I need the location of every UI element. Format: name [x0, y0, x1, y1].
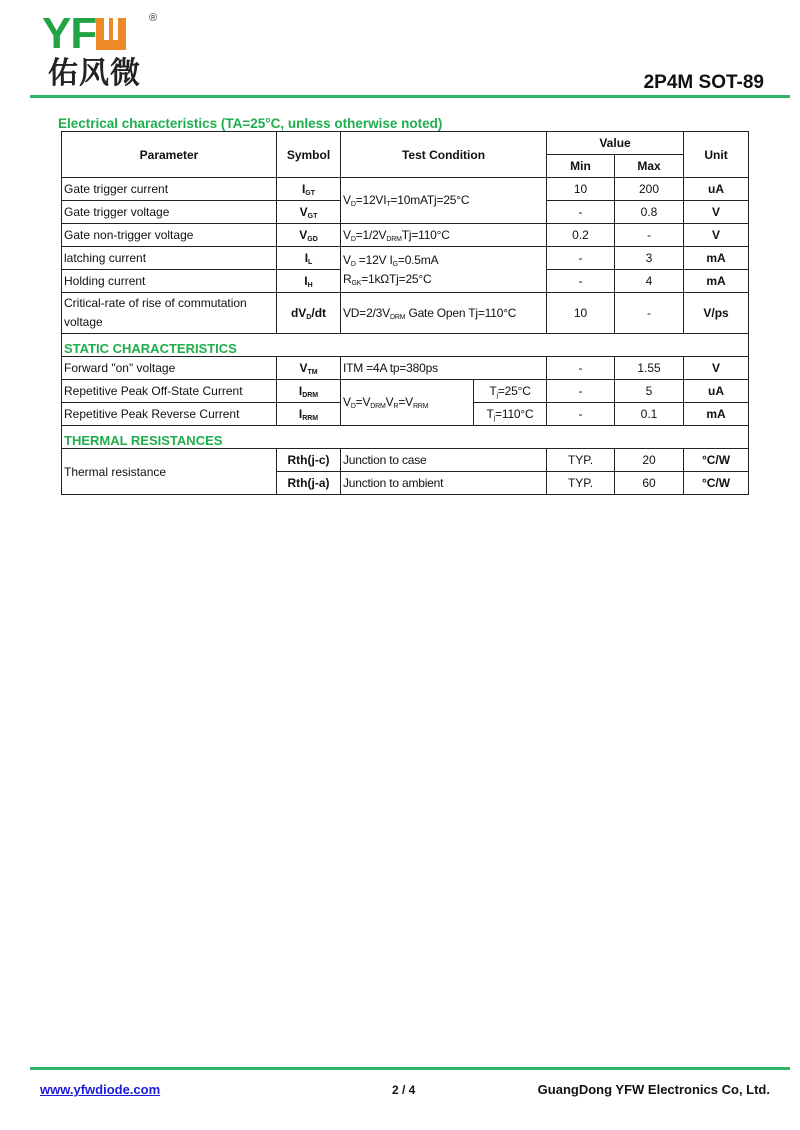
unit-cell: V: [684, 224, 749, 247]
min-cell: -: [547, 201, 615, 224]
condition-cell: ITM =4A tp=380ps: [341, 357, 547, 380]
max-cell: -: [615, 224, 684, 247]
document-title: 2P4M SOT-89: [643, 72, 764, 93]
param-cell: latching current: [62, 247, 277, 270]
table-row: [62, 293, 749, 334]
table-row: [62, 247, 749, 270]
condition-line: $V_D =12V$ $I_G=0.5mA$: [343, 252, 439, 268]
page-number: 2 / 4: [392, 1083, 416, 1097]
max-cell: 3: [615, 247, 684, 270]
unit-cell: uA: [684, 178, 749, 201]
symbol-cell: $I_{RRM}$: [277, 403, 341, 426]
electrical-characteristics-table: [61, 131, 749, 495]
registered-mark: ®: [149, 12, 158, 24]
header-unit: Unit: [684, 132, 749, 178]
condition-cell: $V_D=1/2V_{DRM}Tj=110^\circ C$: [341, 224, 547, 247]
condition-cell: Junction to ambient: [341, 472, 547, 495]
logo-letter-f: F: [70, 9, 97, 58]
min-cell: -: [547, 270, 615, 293]
logo-wordmark: [42, 9, 126, 58]
symbol-cell: $V_{GD}$: [277, 224, 341, 247]
header-value: Value: [547, 132, 684, 155]
table-header-row: [62, 132, 749, 155]
header-test-condition: Test Condition: [341, 132, 547, 178]
symbol-cell: $I_L$: [277, 247, 341, 270]
symbol-cell: $I_H$: [277, 270, 341, 293]
min-cell: TYP.: [547, 449, 615, 472]
website-link[interactable]: www.yfwdiode.com: [40, 1082, 161, 1097]
unit-cell: mA: [684, 403, 749, 426]
unit-cell: V: [684, 201, 749, 224]
condition-cell: $V_D=V_{DRM}V_R=V_{RRM}$: [341, 380, 474, 426]
company-logo: [42, 9, 162, 92]
min-cell: 10: [547, 178, 615, 201]
table-row: [62, 357, 749, 380]
condition-cell: Junction to case: [341, 449, 547, 472]
section-header-row: [62, 334, 749, 357]
logo-letter-y: Y: [42, 9, 71, 58]
logo-letter-w-icon: [96, 18, 126, 50]
param-cell: Gate trigger current: [62, 178, 277, 201]
max-cell: 1.55: [615, 357, 684, 380]
table-row: [62, 380, 749, 403]
symbol-cell: $I_{DRM}$: [277, 380, 341, 403]
max-cell: 0.8: [615, 201, 684, 224]
max-cell: -: [615, 293, 684, 334]
condition-cell: $VD=2/3V_{DRM}$ Gate Open Tj=110°C: [341, 293, 547, 334]
header-max: Max: [615, 155, 684, 178]
min-cell: 0.2: [547, 224, 615, 247]
footer-divider: [30, 1067, 790, 1070]
symbol-cell: $V_{TM}$: [277, 357, 341, 380]
param-cell: Gate non-trigger voltage: [62, 224, 277, 247]
max-cell: 5: [615, 380, 684, 403]
header-min: Min: [547, 155, 615, 178]
unit-cell: uA: [684, 380, 749, 403]
header-parameter: Parameter: [62, 132, 277, 178]
max-cell: 0.1: [615, 403, 684, 426]
symbol-cell: $I_{GT}$: [277, 178, 341, 201]
symbol-cell: $dV_D/dt$: [277, 293, 341, 334]
table-row: [62, 449, 749, 472]
param-cell: Repetitive Peak Off-State Current: [62, 380, 277, 403]
min-cell: -: [547, 357, 615, 380]
unit-cell: V: [684, 357, 749, 380]
section-header-row: [62, 426, 749, 449]
param-cell: Thermal resistance: [62, 449, 277, 495]
min-cell: TYP.: [547, 472, 615, 495]
section-title: Electrical characteristics (TA=25°C, unless otherwise noted): [58, 116, 443, 131]
thermal-resistances-heading: THERMAL RESISTANCES: [62, 426, 749, 449]
unit-cell: V/ps: [684, 293, 749, 334]
min-cell: -: [547, 403, 615, 426]
condition-cell: $V_D=12VI_T=10mATj=25^\circ C$: [341, 178, 547, 224]
symbol-cell: Rth(j-c): [277, 449, 341, 472]
unit-cell: °C/W: [684, 449, 749, 472]
min-cell: -: [547, 380, 615, 403]
table-row: [62, 178, 749, 201]
condition-cell: [341, 247, 547, 293]
header-divider: [30, 95, 790, 98]
temperature-cell: $T_j=25^\circ C$: [474, 380, 547, 403]
min-cell: -: [547, 247, 615, 270]
param-cell: Forward "on" voltage: [62, 357, 277, 380]
unit-cell: °C/W: [684, 472, 749, 495]
param-cell: Critical-rate of rise of commutation voltage: [62, 293, 277, 334]
max-cell: 20: [615, 449, 684, 472]
company-name: GuangDong YFW Electronics Co, Ltd.: [537, 1082, 770, 1097]
symbol-cell: $V_{GT}$: [277, 201, 341, 224]
min-cell: 10: [547, 293, 615, 334]
unit-cell: mA: [684, 270, 749, 293]
temperature-cell: $T_j=110^\circ C$: [474, 403, 547, 426]
max-cell: 200: [615, 178, 684, 201]
condition-line: $R_{GK}=1k\Omega Tj=25^\circ C$: [343, 271, 432, 287]
param-cell: Gate trigger voltage: [62, 201, 277, 224]
header-symbol: Symbol: [277, 132, 341, 178]
max-cell: 60: [615, 472, 684, 495]
max-cell: 4: [615, 270, 684, 293]
param-cell: Repetitive Peak Reverse Current: [62, 403, 277, 426]
param-cell: Holding current: [62, 270, 277, 293]
unit-cell: mA: [684, 247, 749, 270]
logo-chinese-name: 佑风微: [48, 56, 141, 91]
static-characteristics-heading: STATIC CHARACTERISTICS: [62, 334, 749, 357]
table-row: [62, 224, 749, 247]
symbol-cell: Rth(j-a): [277, 472, 341, 495]
